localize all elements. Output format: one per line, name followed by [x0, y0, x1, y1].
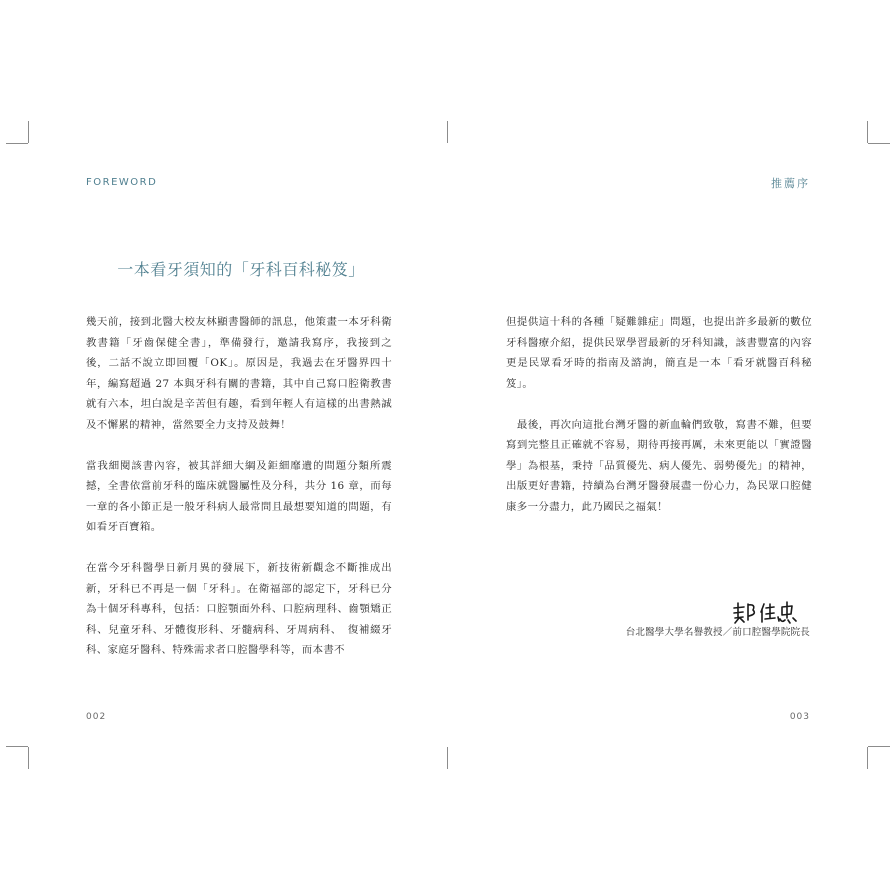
- crop-mark: [28, 747, 29, 769]
- crop-mark: [868, 746, 890, 747]
- right-body: [506, 312, 812, 538]
- crop-mark: [6, 143, 28, 144]
- paragraph: 最後，再次向這批台灣牙醫的新血輪們致敬，寫書不難，但要寫到完整且正確就不容易，期待再接再厲，未來更能以「實證醫學」為根基，秉持「品質優先、病人優先、弱勢優先」的精神，出版更好書籍，持續為台灣牙醫發展盡一份心力，為民眾口腔健康多一分盡力，此乃國民之福氣！: [506, 418, 812, 513]
- signer-title: 台北醫學大學名譽教授／前口腔醫學院院長: [625, 627, 810, 638]
- crop-mark: [28, 121, 29, 143]
- page-number-right: 003: [789, 712, 810, 722]
- crop-mark: [867, 121, 868, 143]
- paragraph: 在當今牙科醫學日新月異的發展下，新技術新觀念不斷推成出新，牙科已不再是一個「牙科」。在衛福部的認定下，牙科已分為十個牙科專科，包括：口腔顎面外科、口腔病理科、齒顎矯正科、兒童牙科、牙體復形科、牙髓病科、牙周病科、 復補綴牙科、家庭牙醫科、特殊需求者口腔醫學科等，而本書不: [86, 562, 392, 656]
- page-title: 一本看牙須知的「牙科百科秘笈」: [117, 260, 365, 279]
- crop-mark: [6, 746, 28, 747]
- paragraph: 幾天前，接到北醫大校友林顯書醫師的訊息，他策畫一本牙科衛教書籍「牙齒保健全書」，準備發行，邀請我寫序，我接到之後，二話不說立即回覆「OK」。原因是，我過去在牙醫界四十年，編寫超過 27 本與牙科有關的書籍，其中自己寫口腔衛教書就有六本，坦白說是辛苦但有趣，看到年輕人有這樣的出書熱誠及不懈累的精神，當然要全力支持及鼓舞！: [86, 316, 392, 431]
- section-label-foreword: FOREWORD: [86, 177, 158, 188]
- paragraph: 當我細閱該書內容，被其詳細大綱及鉅細靡遺的問題分類所震撼，全書依當前牙科的臨床就醫屬性及分科，共分 16 章，而每一章的各小節正是一般牙科病人最常問且最想要知道的問題，有如看牙百寶箱。: [86, 459, 392, 533]
- section-label-preface: 推薦序: [771, 177, 810, 190]
- handwritten-signature: [730, 598, 810, 624]
- paragraph: 但提供這十科的各種「疑難雜症」問題，也提出許多最新的數位牙科醫療介紹，提供民眾學習最新的牙科知識，該書豐富的內容更是民眾看牙時的指南及諮詢，簡直是一本「看牙就醫百科秘笈」。: [506, 316, 812, 390]
- page-number-left: 002: [86, 712, 107, 722]
- crop-mark: [447, 121, 448, 143]
- left-body: [86, 312, 392, 681]
- crop-mark: [868, 143, 890, 144]
- crop-mark: [447, 747, 448, 769]
- crop-mark: [867, 747, 868, 769]
